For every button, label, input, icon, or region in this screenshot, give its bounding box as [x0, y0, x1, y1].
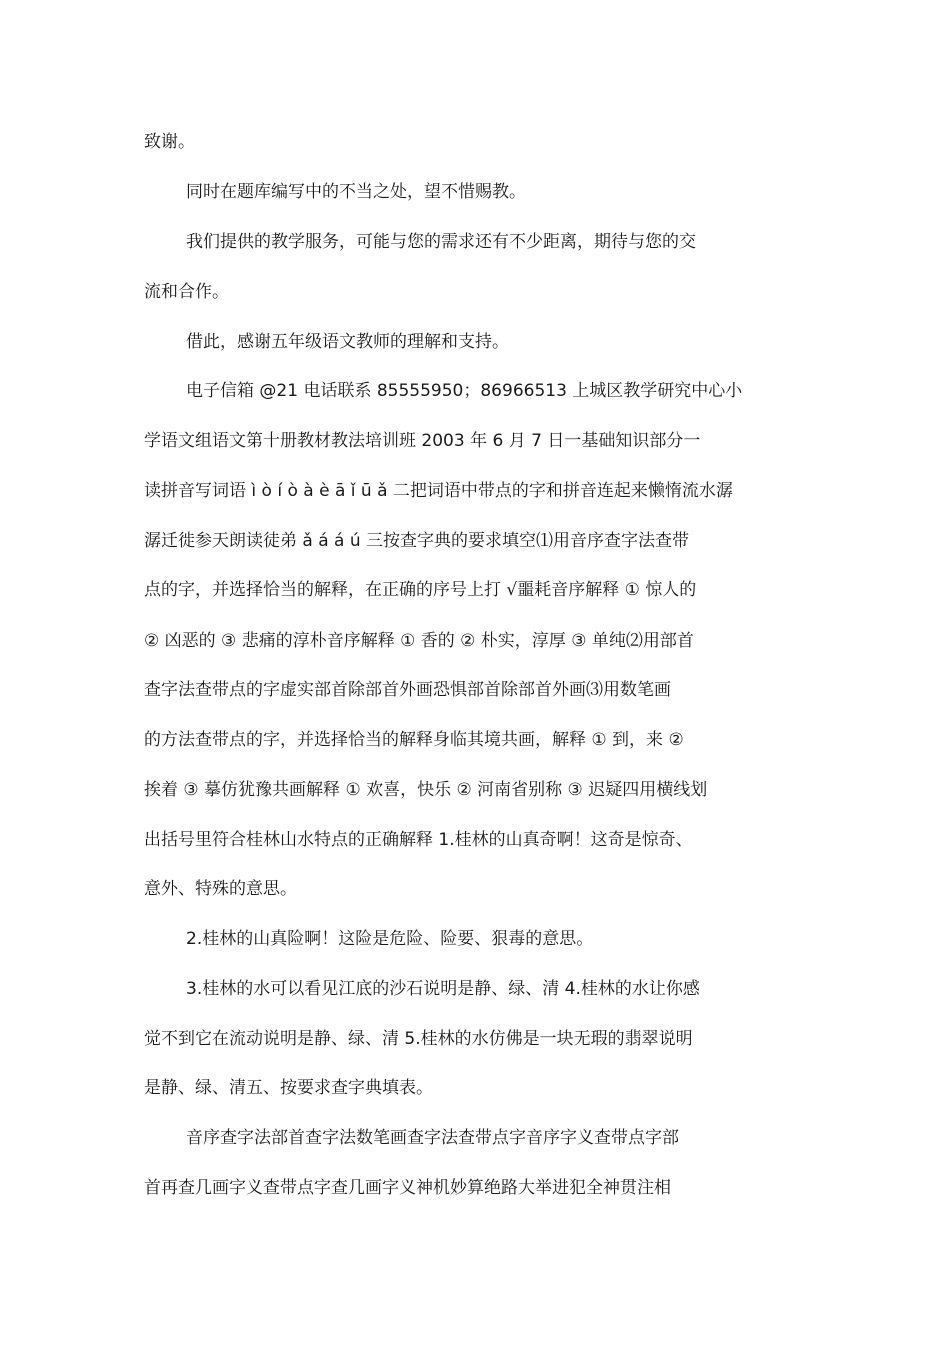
text-line-1: 致谢。 — [144, 132, 195, 152]
text-line-19: 觉不到它在流动说明是静、绿、清 5.桂林的水仿佛是一块无瑕的翡翠说明 — [144, 1029, 693, 1049]
text-line-22: 首再查几画字义查带点字查几画字义神机妙算绝路大举进犯全神贯注相 — [144, 1178, 671, 1198]
text-line-2: 同时在题库编写中的不当之处，望不惜赐教。 — [186, 182, 526, 202]
text-line-14: 挨着 ③ 摹仿犹豫共画解释 ① 欢喜，快乐 ② 河南省别称 ③ 迟疑四用横线划 — [144, 780, 708, 800]
text-line-7: 学语文组语文第十册教材教法培训班 2003 年 6 月 7 日一基础知识部分一 — [144, 431, 701, 451]
text-line-17: 2.桂林的山真险啊！这险是危险、险要、狠毒的意思。 — [186, 929, 594, 949]
text-line-9: 潺迁徙参天朗读徒弟 ǎ á á ú 三按查字典的要求填空⑴用音序查字法查带 — [144, 531, 690, 551]
text-line-6: 电子信箱 @21 电话联系 85555950；86966513 上城区教学研究中心小 — [186, 381, 743, 401]
text-line-5: 借此，感谢五年级语文教师的理解和支持。 — [186, 332, 509, 352]
text-line-16: 意外、特殊的意思。 — [144, 879, 297, 899]
text-line-21: 音序查字法部首查字法数笔画查字法查带点字音序字义查带点字部 — [186, 1128, 679, 1148]
text-line-4: 流和合作。 — [144, 282, 229, 302]
text-line-8: 读拼音写词语 ì ò í ò à è ā ǐ ū ǎ 二把词语中带点的字和拼音连起来懒惰流水潺 — [144, 481, 733, 501]
text-line-3: 我们提供的教学服务，可能与您的需求还有不少距离，期待与您的交 — [186, 232, 696, 252]
text-line-15: 出括号里符合桂林山水特点的正确解释 1.桂林的山真奇啊！这奇是惊奇、 — [144, 830, 693, 850]
text-line-20: 是静、绿、清五、按要求查字典填表。 — [144, 1078, 433, 1098]
text-line-10: 点的字，并选择恰当的解释，在正确的序号上打 √噩耗音序解释 ① 惊人的 — [144, 580, 697, 600]
text-line-12: 查字法查带点的字虚实部首除部首外画恐惧部首除部首外画⑶用数笔画 — [144, 680, 671, 700]
text-line-11: ② 凶恶的 ③ 悲痛的淳朴音序解释 ① 香的 ② 朴实，淳厚 ③ 单纯⑵用部首 — [144, 631, 694, 651]
text-line-18: 3.桂林的水可以看见江底的沙石说明是静、绿、清 4.桂林的水让你感 — [186, 979, 700, 999]
text-line-13: 的方法查带点的字，并选择恰当的解释身临其境共画，解释 ① 到，来 ② — [144, 730, 684, 750]
